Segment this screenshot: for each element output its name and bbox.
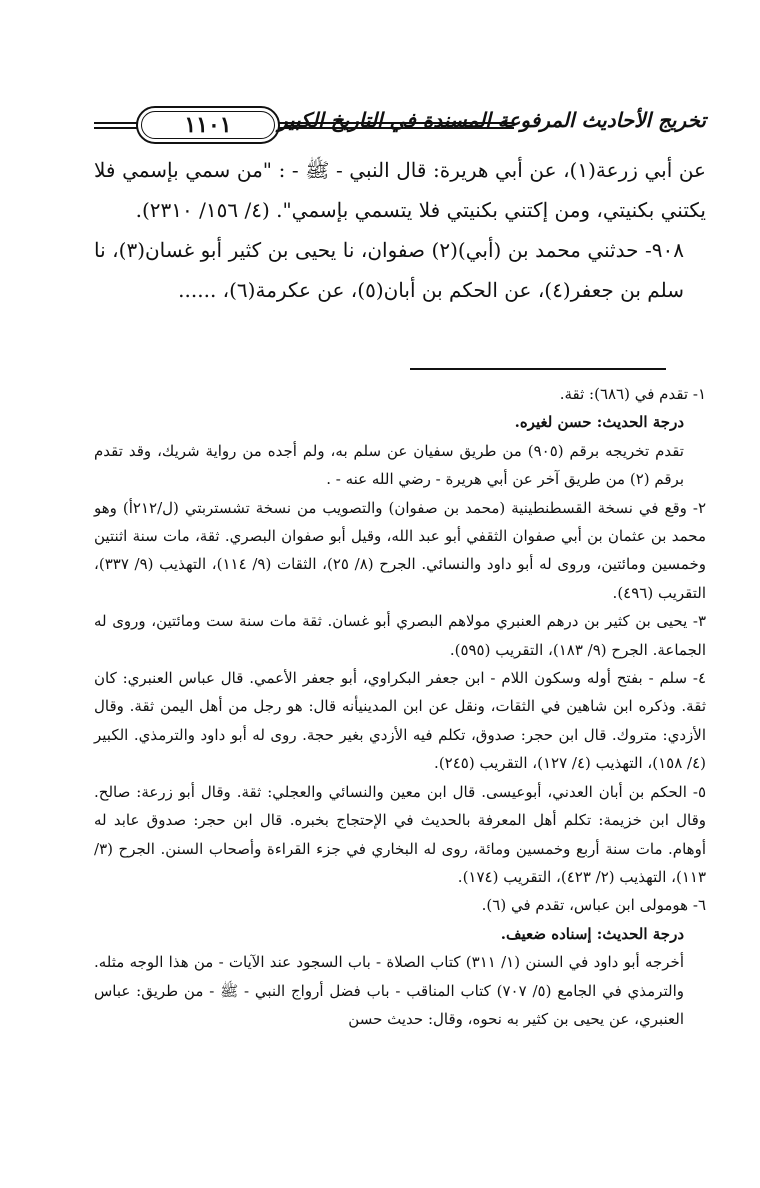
footnote-2: ٢- وقع في نسخة القسطنطينية (محمد بن صفوان) والتصويب من نسخة تشستربتي (ل/٢١٢أ) وهو محمد بن عثمان بن أبي صفوان الثقفي أبو عبد الله، وقيل أبو صفوان البصري. ثقة، مات سنة اثنتين وخمسين ومائتين، وروى له أبو داود والنسائي. الجرح (٨/ ٢٥)، الثقات (٩/ ١١٤)، التهذيب (٩/ ٣٣٧)، التقريب (٤٩٦). bbox=[94, 498, 706, 602]
footnote-1-grade: درجة الحديث: حسن لغيره. bbox=[514, 413, 684, 432]
page-number-frame bbox=[141, 111, 275, 139]
footnote-5: ٥- الحكم بن أبان العدني، أبوعيسى. قال ابن معين والنسائي والعجلي: ثقة. وقال أبو زرعة: صالح. وقال ابن خزيمة: تكلم أهل المعرفة بالحديث في الإحتجاج بخبره. قال ابن حجر: صدوق عابد له أوهام. مات سنة أربع وخمسين ومائة، روى له البخاري في جزء القراءة وأصحاب السنن. الجرح (٣/ ١١٣)، التهذيب (٢/ ٤٢٣)، التقريب (١٧٤). bbox=[94, 782, 706, 886]
footnote-4: ٤- سلم - بفتح أوله وسكون اللام - ابن جعفر البكراوي، أبو جعفر الأعمي. قال عباس العنبري: كان ثقة. وذكره ابن شاهين في الثقات، ونقل عن ابن المدينيأنه قال: هو رجل من أهل اليمن ثقة. وقال الأزدي: متروك. قال ابن حجر: صدوق، تكلم فيه الأزدي بغير حجة. روى له أبو داود والترمذي. الكبير (٤/ ١٥٨)، التهذيب (٤/ ١٢٧)، التقريب (٢٤٥). bbox=[94, 669, 706, 773]
footnote-3: ٣- يحيى بن كثير بن درهم العنبري مولاهم البصري أبو غسان. ثقة مات سنة ست ومائتين، وروى له الجماعة. الجرح (٩/ ١٨٣)، التقريب (٥٩٥). bbox=[94, 612, 706, 659]
footnote-6: ٦- هومولى ابن عباس، تقدم في (٦). bbox=[481, 896, 706, 915]
footnote-separator bbox=[410, 368, 666, 370]
page-number-badge bbox=[136, 106, 280, 144]
running-header bbox=[94, 100, 706, 146]
footnote-1-text: تقدم تخريجه برقم (٩٠٥) من طريق سفيان عن سلم به، ولم أجده من رواية شريك، وقد تقدم برقم (٢) من طريق آخر عن أبي هريرة - رضي الله عنه - . bbox=[94, 441, 684, 489]
hadith-paragraph: عن أبي زرعة(١)، عن أبي هريرة: قال النبي - ﷺ - : "من سمي بإسمي فلا يكتني بكنيتي، ومن إكتني بكنيتي فلا يتسمي بإسمي". (٤/ ١٥٦/ ٢٣١٠). bbox=[94, 158, 706, 222]
main-text bbox=[94, 150, 706, 310]
page-number: ١١٠١ bbox=[184, 112, 232, 138]
book-title: تخريج الأحاديث المرفوعة المسندة في التاريخ الكبير bbox=[277, 108, 706, 132]
hadith-908-paragraph: ٩٠٨- حدثني محمد بن (أبي)(٢) صفوان، نا يحيى بن كثير أبو غسان(٣)، نا سلم بن جعفر(٤)، عن الحكم بن أبان(٥)، عن عكرمة(٦)، ...... bbox=[94, 238, 684, 302]
footnote-6-grade: درجة الحديث: إسناده ضعيف. bbox=[500, 924, 684, 943]
footnotes bbox=[94, 380, 706, 1033]
footnote-6-text: أخرجه أبو داود في السنن (١/ ٣١١) كتاب الصلاة - باب السجود عند الآيات - من هذا الوجه مثله. والترمذي في الجامع (٥/ ٧٠٧) كتاب المناقب - باب فضل أرواج النبي - ﷺ - من طريق: عباس العنبري، عن يحيى بن كثير به نحوه، وقال: حديث حسن bbox=[94, 953, 684, 1028]
footnote-1: ١- تقدم في (٦٨٦): ثقة. bbox=[559, 385, 706, 403]
